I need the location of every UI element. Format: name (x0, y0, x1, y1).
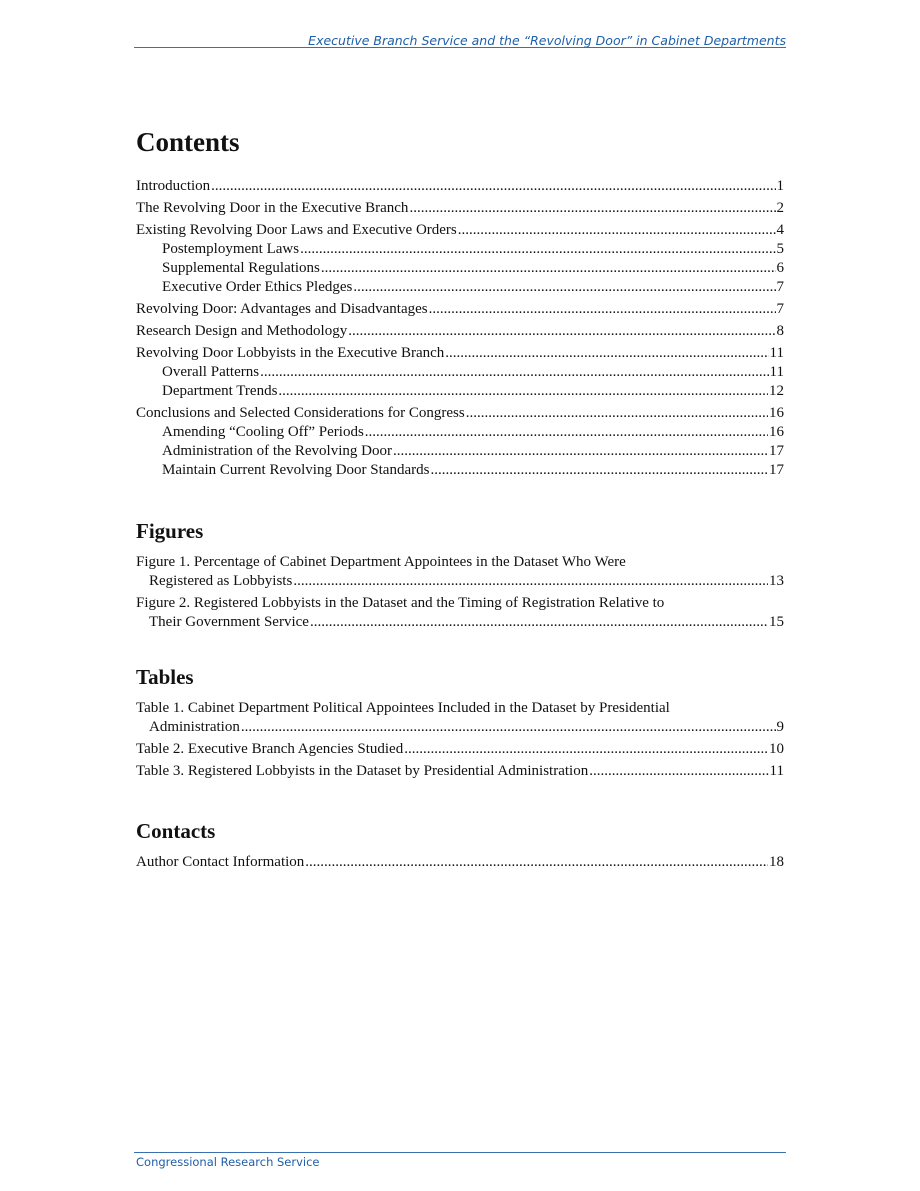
toc-subentry[interactable]: Postemployment Laws ..... 5 (136, 240, 784, 258)
tables-heading: Tables (136, 665, 194, 689)
running-header: Executive Branch Service and the “Revolving Door” in Cabinet Departments (308, 33, 786, 48)
toc-subentry[interactable]: Executive Order Ethics Pledges ..... 7 (136, 278, 784, 296)
toc-entry[interactable]: Introduction ..... 1 (136, 177, 784, 195)
header-rule (134, 47, 786, 48)
toc-entry[interactable]: Conclusions and Selected Considerations for Congress ..... 16 (136, 404, 784, 422)
table-entry[interactable]: Table 3. Registered Lobbyists in the Dataset by Presidential Administration ..... 11 (136, 762, 784, 780)
contact-entry[interactable]: Author Contact Information ..... 18 (136, 853, 784, 871)
footer-rule (134, 1152, 786, 1153)
toc-subentry[interactable]: Department Trends ..... 12 (136, 382, 784, 400)
figure-entry[interactable]: Figure 1. Percentage of Cabinet Department Appointees in the Dataset Who Were Registered as Lobbyists ..... 13 (136, 553, 784, 590)
toc-entry[interactable]: Revolving Door Lobbyists in the Executive Branch ..... 11 (136, 344, 784, 362)
contents-heading: Contents (136, 127, 240, 157)
toc-subentry[interactable]: Amending “Cooling Off” Periods ..... 16 (136, 423, 784, 441)
toc-entry[interactable]: The Revolving Door in the Executive Branch ..... 2 (136, 199, 784, 217)
contacts-heading: Contacts (136, 819, 216, 843)
toc-subentry[interactable]: Supplemental Regulations ..... 6 (136, 259, 784, 277)
table-entry[interactable]: Table 2. Executive Branch Agencies Studied ..... 10 (136, 740, 784, 758)
toc-subentry[interactable]: Administration of the Revolving Door ..... 17 (136, 442, 784, 460)
toc-entry[interactable]: Research Design and Methodology ..... 8 (136, 322, 784, 340)
toc-entry[interactable]: Existing Revolving Door Laws and Executive Orders ..... 4 (136, 221, 784, 239)
toc-subentry[interactable]: Overall Patterns ..... 11 (136, 363, 784, 381)
toc-entry[interactable]: Revolving Door: Advantages and Disadvantages ..... 7 (136, 300, 784, 318)
toc-subentry[interactable]: Maintain Current Revolving Door Standards ..... 17 (136, 461, 784, 479)
table-entry[interactable]: Table 1. Cabinet Department Political Appointees Included in the Dataset by Presidential Administration ..... 9 (136, 699, 784, 736)
figure-entry[interactable]: Figure 2. Registered Lobbyists in the Dataset and the Timing of Registration Relative to Their Government Service ..... 15 (136, 594, 784, 631)
footer-label: Congressional Research Service (136, 1155, 320, 1169)
table-of-contents (136, 124, 784, 871)
figures-heading: Figures (136, 519, 204, 543)
